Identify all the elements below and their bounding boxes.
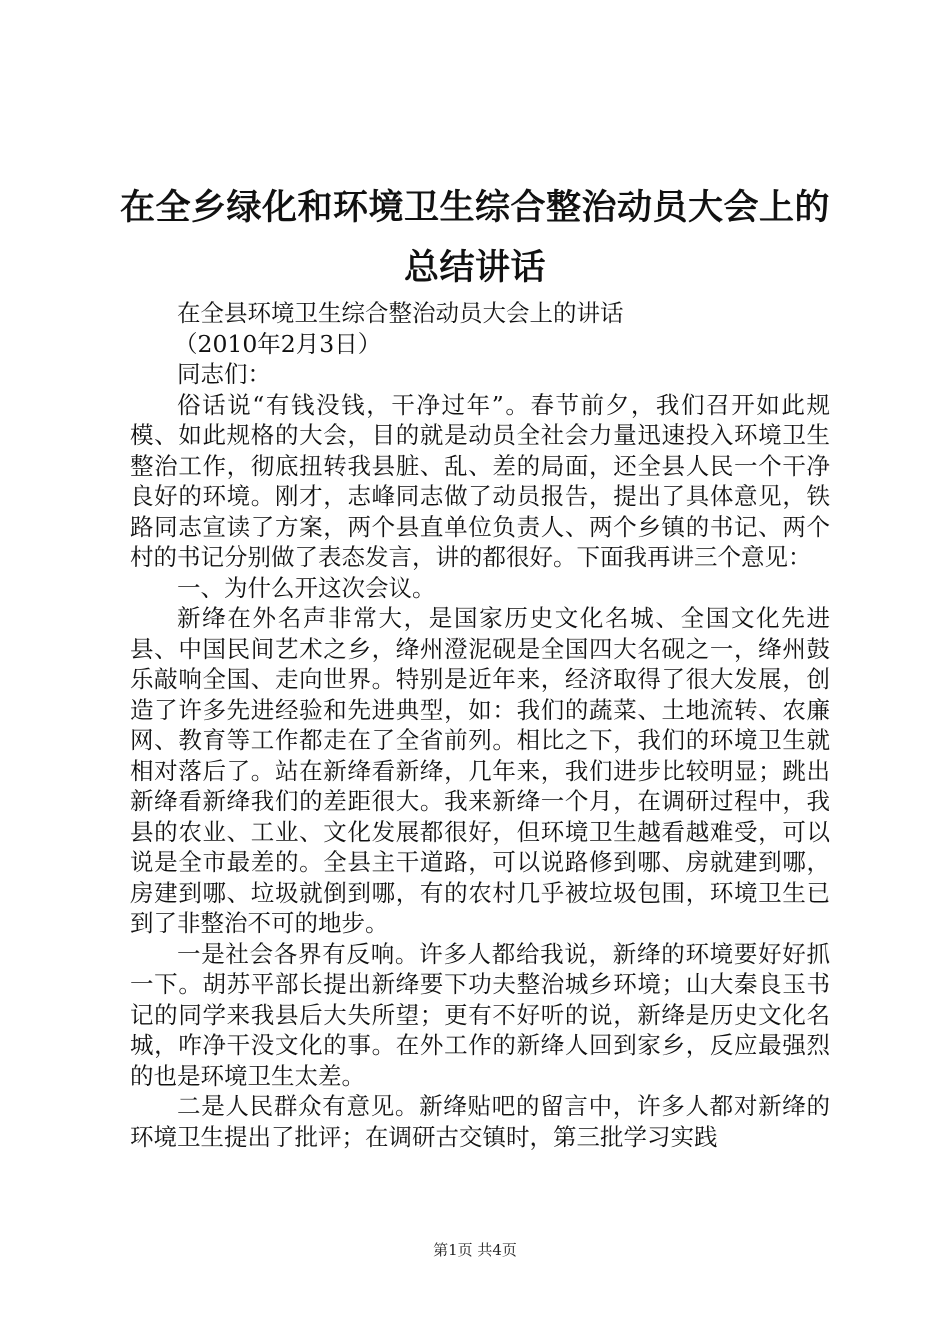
speech-date: （2010年2月3日） — [174, 329, 382, 358]
body-paragraph: 一是社会各界有反响。许多人都给我说，新绛的环境要好好抓一下。胡苏平部长提出新绛要下功夫整治城乡环境；山大秦良玉书记的同学来我县后大失所望；更有不好听的说，新绛是历史文化名城，咋净干没文化的事。在外工作的新绛人回到家乡，反应最强烈的也是环境卫生太差。 — [130, 939, 830, 1090]
document-title-line-2: 总结讲话 — [403, 248, 546, 288]
section-heading: 一、为什么开这次会议。 — [177, 573, 436, 602]
body-paragraph: 俗话说“有钱没钱，干净过年”。春节前夕，我们召开如此规模、如此规格的大会，目的就是动员全社会力量迅速投入环境卫生整治工作，彻底扭转我县脏、乱、差的局面，还全县人民一个干净良好的环境。刚才，志峰同志做了动员报告，提出了具体意见，铁路同志宣读了方案，两个县直单位负责人、两个乡镇的书记、两个村的书记分别做了表态发言，讲的都很好。下面我再讲三个意见： — [130, 390, 830, 571]
body-paragraph: 新绛在外名声非常大，是国家历史文化名城、全国文化先进县、中国民间艺术之乡，绛州澄泥砚是全国四大名砚之一，绛州鼓乐敲响全国、走向世界。特别是近年来，经济取得了很大发展，创造了许多先进经验和先进典型，如：我们的蔬菜、土地流转、农廉网、教育等工作都走在了全省前列。相比之下，我们的环境卫生就相对落后了。站在新绛看新绛，几年来，我们进步比较明显；跳出新绛看新绛我们的差距很大。我来新绛一个月，在调研过程中，我县的农业、工业、文化发展都很好，但环境卫生越看越难受，可以说是全市最差的。全县主干道路，可以说路修到哪、房就建到哪，房建到哪、垃圾就倒到哪，有的农村几乎被垃圾包围，环境卫生已到了非整治不可的地步。 — [130, 604, 830, 937]
body-paragraph: 二是人民群众有意见。新绛贴吧的留言中，许多人都对新绛的环境卫生提出了批评；在调研古交镇时，第三批学习实践 — [130, 1092, 830, 1151]
salutation: 同志们： — [177, 360, 271, 388]
page-number-footer: 第1页 共4页 — [433, 1241, 517, 1259]
document-title-line-1: 在全乡绿化和环境卫生综合整治动员大会上的 — [120, 188, 831, 228]
speech-heading: 在全县环境卫生综合整治动员大会上的讲话 — [177, 299, 624, 327]
document-body — [130, 298, 830, 1152]
